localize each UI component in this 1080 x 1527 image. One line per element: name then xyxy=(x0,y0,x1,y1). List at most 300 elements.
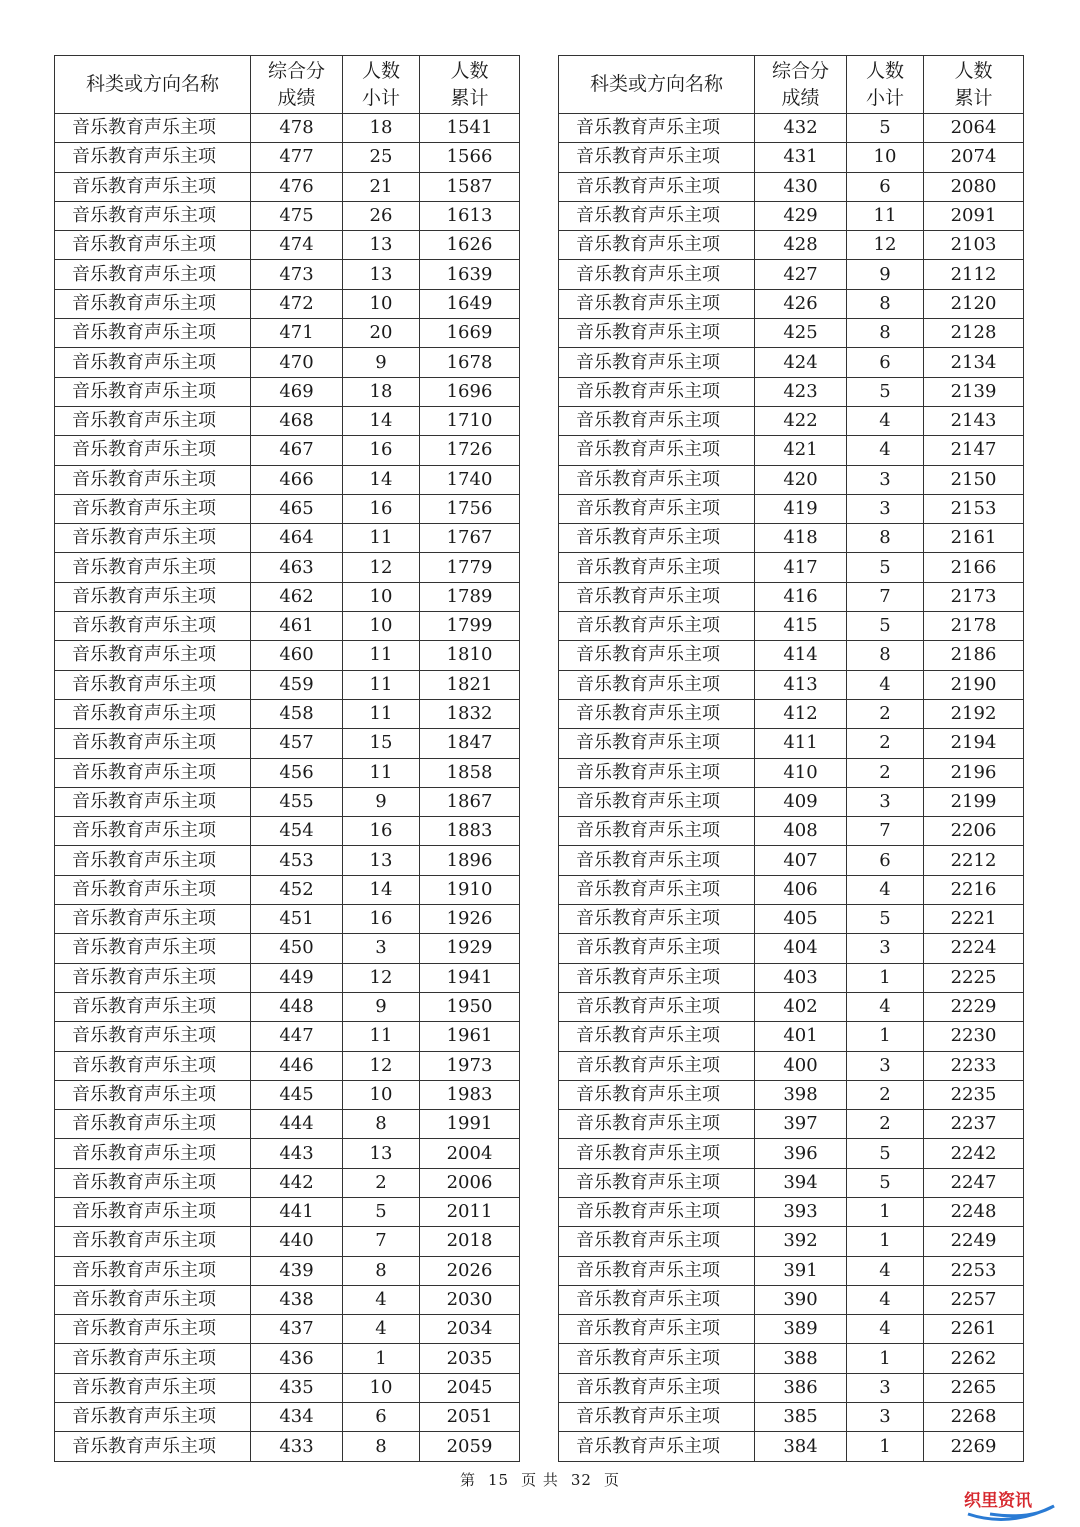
row-name: 音乐教育声乐主项 xyxy=(559,1256,755,1285)
row-count: 3 xyxy=(847,494,924,523)
row-cumulative: 2173 xyxy=(924,582,1024,611)
row-cumulative: 1929 xyxy=(420,934,520,963)
row-count: 6 xyxy=(847,172,924,201)
table-row xyxy=(55,553,520,582)
table-row xyxy=(55,758,520,787)
row-cumulative: 2059 xyxy=(420,1432,520,1461)
row-cumulative: 2262 xyxy=(924,1344,1024,1373)
table-row xyxy=(55,729,520,758)
row-score: 385 xyxy=(755,1403,847,1432)
row-count: 11 xyxy=(343,524,420,553)
row-name: 音乐教育声乐主项 xyxy=(55,201,251,230)
row-cumulative: 1613 xyxy=(420,201,520,230)
row-score: 390 xyxy=(755,1285,847,1314)
row-score: 456 xyxy=(251,758,343,787)
row-name: 音乐教育声乐主项 xyxy=(559,670,755,699)
row-cumulative: 1789 xyxy=(420,582,520,611)
row-cumulative: 1832 xyxy=(420,699,520,728)
row-name: 音乐教育声乐主项 xyxy=(559,699,755,728)
table-row xyxy=(55,963,520,992)
table-row xyxy=(55,992,520,1021)
table-row xyxy=(55,494,520,523)
row-score: 446 xyxy=(251,1051,343,1080)
row-count: 5 xyxy=(847,1168,924,1197)
row-cumulative: 2199 xyxy=(924,787,1024,816)
row-name: 音乐教育声乐主项 xyxy=(559,1344,755,1373)
row-name: 音乐教育声乐主项 xyxy=(55,758,251,787)
row-count: 5 xyxy=(847,905,924,934)
row-count: 5 xyxy=(847,612,924,641)
row-cumulative: 2080 xyxy=(924,172,1024,201)
table-row xyxy=(559,1256,1024,1285)
row-cumulative: 2237 xyxy=(924,1110,1024,1139)
row-count: 11 xyxy=(343,699,420,728)
row-score: 397 xyxy=(755,1110,847,1139)
row-count: 1 xyxy=(847,963,924,992)
row-count: 18 xyxy=(343,377,420,406)
row-cumulative: 2190 xyxy=(924,670,1024,699)
row-count: 12 xyxy=(343,1051,420,1080)
row-score: 420 xyxy=(755,465,847,494)
row-count: 4 xyxy=(847,1285,924,1314)
row-score: 435 xyxy=(251,1373,343,1402)
row-cumulative: 2229 xyxy=(924,992,1024,1021)
row-score: 472 xyxy=(251,289,343,318)
row-count: 11 xyxy=(343,758,420,787)
row-cumulative: 2194 xyxy=(924,729,1024,758)
row-name: 音乐教育声乐主项 xyxy=(55,729,251,758)
row-cumulative: 1541 xyxy=(420,114,520,143)
table-row xyxy=(55,1022,520,1051)
row-count: 6 xyxy=(847,348,924,377)
row-count: 1 xyxy=(847,1022,924,1051)
row-name: 音乐教育声乐主项 xyxy=(55,1285,251,1314)
table-row xyxy=(559,260,1024,289)
row-count: 13 xyxy=(343,260,420,289)
row-count: 14 xyxy=(343,465,420,494)
row-cumulative: 2006 xyxy=(420,1168,520,1197)
row-name: 音乐教育声乐主项 xyxy=(55,612,251,641)
row-name: 音乐教育声乐主项 xyxy=(55,905,251,934)
row-cumulative: 2011 xyxy=(420,1197,520,1226)
table-row xyxy=(55,1197,520,1226)
table-row xyxy=(559,494,1024,523)
row-score: 476 xyxy=(251,172,343,201)
footer-mid: 页 共 xyxy=(521,1471,559,1489)
table-row xyxy=(55,1285,520,1314)
row-count: 4 xyxy=(847,1315,924,1344)
table-row xyxy=(559,582,1024,611)
table-row xyxy=(559,729,1024,758)
table-row xyxy=(55,319,520,348)
row-cumulative: 1639 xyxy=(420,260,520,289)
row-count: 12 xyxy=(343,553,420,582)
row-cumulative: 2139 xyxy=(924,377,1024,406)
row-name: 音乐教育声乐主项 xyxy=(55,172,251,201)
row-count: 25 xyxy=(343,143,420,172)
row-score: 423 xyxy=(755,377,847,406)
row-count: 15 xyxy=(343,729,420,758)
row-cumulative: 2035 xyxy=(420,1344,520,1373)
table-row xyxy=(559,905,1024,934)
row-name: 音乐教育声乐主项 xyxy=(55,524,251,553)
row-score: 437 xyxy=(251,1315,343,1344)
row-name: 音乐教育声乐主项 xyxy=(559,1373,755,1402)
table-row xyxy=(559,1285,1024,1314)
row-cumulative: 1740 xyxy=(420,465,520,494)
row-count: 3 xyxy=(847,787,924,816)
row-name: 音乐教育声乐主项 xyxy=(55,699,251,728)
row-score: 448 xyxy=(251,992,343,1021)
table-row xyxy=(559,201,1024,230)
row-cumulative: 2268 xyxy=(924,1403,1024,1432)
row-cumulative: 1926 xyxy=(420,905,520,934)
row-name: 音乐教育声乐主项 xyxy=(559,1110,755,1139)
row-count: 13 xyxy=(343,846,420,875)
table-row xyxy=(559,1022,1024,1051)
row-cumulative: 2143 xyxy=(924,406,1024,435)
row-cumulative: 2166 xyxy=(924,553,1024,582)
row-score: 404 xyxy=(755,934,847,963)
table-row xyxy=(55,612,520,641)
row-count: 13 xyxy=(343,231,420,260)
row-count: 14 xyxy=(343,875,420,904)
row-score: 460 xyxy=(251,641,343,670)
row-score: 400 xyxy=(755,1051,847,1080)
row-name: 音乐教育声乐主项 xyxy=(559,319,755,348)
row-score: 408 xyxy=(755,817,847,846)
table-row xyxy=(55,1227,520,1256)
row-count: 2 xyxy=(847,729,924,758)
row-score: 473 xyxy=(251,260,343,289)
table-row xyxy=(55,817,520,846)
row-count: 8 xyxy=(847,524,924,553)
row-score: 388 xyxy=(755,1344,847,1373)
watermark-logo xyxy=(960,1484,1060,1524)
row-cumulative: 2265 xyxy=(924,1373,1024,1402)
row-name: 音乐教育声乐主项 xyxy=(559,201,755,230)
table-row xyxy=(55,524,520,553)
row-score: 396 xyxy=(755,1139,847,1168)
row-cumulative: 1896 xyxy=(420,846,520,875)
row-cumulative: 1626 xyxy=(420,231,520,260)
row-cumulative: 2192 xyxy=(924,699,1024,728)
table-row xyxy=(55,201,520,230)
header-name: 科类或方向名称 xyxy=(559,56,755,114)
row-cumulative: 2247 xyxy=(924,1168,1024,1197)
table-row xyxy=(559,143,1024,172)
row-cumulative: 2030 xyxy=(420,1285,520,1314)
row-score: 474 xyxy=(251,231,343,260)
row-count: 5 xyxy=(847,377,924,406)
row-name: 音乐教育声乐主项 xyxy=(55,114,251,143)
row-name: 音乐教育声乐主项 xyxy=(55,934,251,963)
table-row xyxy=(55,406,520,435)
table-row xyxy=(559,1080,1024,1109)
row-score: 468 xyxy=(251,406,343,435)
row-name: 音乐教育声乐主项 xyxy=(55,231,251,260)
row-cumulative: 2153 xyxy=(924,494,1024,523)
table-row xyxy=(559,289,1024,318)
table-row xyxy=(559,524,1024,553)
row-cumulative: 2091 xyxy=(924,201,1024,230)
row-cumulative: 1910 xyxy=(420,875,520,904)
row-score: 398 xyxy=(755,1080,847,1109)
row-name: 音乐教育声乐主项 xyxy=(55,436,251,465)
table-row xyxy=(55,641,520,670)
row-count: 11 xyxy=(343,670,420,699)
row-score: 477 xyxy=(251,143,343,172)
table-row xyxy=(55,1344,520,1373)
table-row xyxy=(55,1168,520,1197)
row-count: 12 xyxy=(343,963,420,992)
row-cumulative: 2074 xyxy=(924,143,1024,172)
table-row xyxy=(559,1227,1024,1256)
row-name: 音乐教育声乐主项 xyxy=(55,1315,251,1344)
row-score: 463 xyxy=(251,553,343,582)
row-name: 音乐教育声乐主项 xyxy=(559,1315,755,1344)
row-name: 音乐教育声乐主项 xyxy=(559,846,755,875)
row-cumulative: 1847 xyxy=(420,729,520,758)
table-row xyxy=(55,1139,520,1168)
row-score: 419 xyxy=(755,494,847,523)
row-count: 4 xyxy=(343,1315,420,1344)
row-name: 音乐教育声乐主项 xyxy=(55,319,251,348)
row-cumulative: 2026 xyxy=(420,1256,520,1285)
row-count: 1 xyxy=(343,1344,420,1373)
row-name: 音乐教育声乐主项 xyxy=(559,1168,755,1197)
row-score: 469 xyxy=(251,377,343,406)
row-name: 音乐教育声乐主项 xyxy=(559,260,755,289)
row-score: 410 xyxy=(755,758,847,787)
row-cumulative: 1710 xyxy=(420,406,520,435)
row-score: 391 xyxy=(755,1256,847,1285)
page-footer xyxy=(0,1469,1080,1490)
row-name: 音乐教育声乐主项 xyxy=(559,494,755,523)
row-score: 407 xyxy=(755,846,847,875)
row-score: 466 xyxy=(251,465,343,494)
row-name: 音乐教育声乐主项 xyxy=(55,846,251,875)
row-count: 5 xyxy=(847,553,924,582)
row-count: 1 xyxy=(847,1344,924,1373)
row-name: 音乐教育声乐主项 xyxy=(559,406,755,435)
row-score: 438 xyxy=(251,1285,343,1314)
table-row xyxy=(559,641,1024,670)
row-name: 音乐教育声乐主项 xyxy=(55,494,251,523)
table-row xyxy=(559,553,1024,582)
row-cumulative: 2261 xyxy=(924,1315,1024,1344)
row-count: 3 xyxy=(847,934,924,963)
row-cumulative: 2212 xyxy=(924,846,1024,875)
row-count: 18 xyxy=(343,114,420,143)
row-name: 音乐教育声乐主项 xyxy=(55,787,251,816)
row-name: 音乐教育声乐主项 xyxy=(559,1022,755,1051)
row-name: 音乐教育声乐主项 xyxy=(55,348,251,377)
row-count: 10 xyxy=(343,1373,420,1402)
row-cumulative: 2034 xyxy=(420,1315,520,1344)
row-cumulative: 2128 xyxy=(924,319,1024,348)
row-score: 425 xyxy=(755,319,847,348)
row-name: 音乐教育声乐主项 xyxy=(559,758,755,787)
row-count: 4 xyxy=(847,670,924,699)
table-row xyxy=(559,1110,1024,1139)
row-score: 440 xyxy=(251,1227,343,1256)
row-count: 13 xyxy=(343,1139,420,1168)
row-name: 音乐教育声乐主项 xyxy=(55,875,251,904)
row-name: 音乐教育声乐主项 xyxy=(55,377,251,406)
table-row xyxy=(559,406,1024,435)
row-name: 音乐教育声乐主项 xyxy=(55,1227,251,1256)
row-cumulative: 1566 xyxy=(420,143,520,172)
table-row xyxy=(55,377,520,406)
row-count: 5 xyxy=(847,114,924,143)
row-score: 455 xyxy=(251,787,343,816)
row-count: 9 xyxy=(847,260,924,289)
row-score: 434 xyxy=(251,1403,343,1432)
row-cumulative: 2233 xyxy=(924,1051,1024,1080)
row-count: 10 xyxy=(343,289,420,318)
row-count: 7 xyxy=(343,1227,420,1256)
row-cumulative: 1941 xyxy=(420,963,520,992)
table-row xyxy=(559,1373,1024,1402)
header-name: 科类或方向名称 xyxy=(55,56,251,114)
row-cumulative: 1821 xyxy=(420,670,520,699)
row-score: 389 xyxy=(755,1315,847,1344)
table-row xyxy=(55,699,520,728)
table-row xyxy=(559,963,1024,992)
row-score: 457 xyxy=(251,729,343,758)
table-row xyxy=(55,846,520,875)
table-row xyxy=(559,758,1024,787)
row-count: 5 xyxy=(343,1197,420,1226)
row-score: 426 xyxy=(755,289,847,318)
row-name: 音乐教育声乐主项 xyxy=(55,143,251,172)
row-cumulative: 2269 xyxy=(924,1432,1024,1461)
table-row xyxy=(559,465,1024,494)
row-name: 音乐教育声乐主项 xyxy=(55,260,251,289)
row-count: 3 xyxy=(343,934,420,963)
row-score: 452 xyxy=(251,875,343,904)
row-score: 433 xyxy=(251,1432,343,1461)
row-score: 451 xyxy=(251,905,343,934)
header-score: 综合分 成绩 xyxy=(755,56,847,114)
row-score: 392 xyxy=(755,1227,847,1256)
row-count: 8 xyxy=(343,1432,420,1461)
row-cumulative: 1779 xyxy=(420,553,520,582)
row-score: 454 xyxy=(251,817,343,846)
row-name: 音乐教育声乐主项 xyxy=(559,1432,755,1461)
row-count: 4 xyxy=(847,875,924,904)
row-cumulative: 2186 xyxy=(924,641,1024,670)
table-row xyxy=(559,934,1024,963)
row-cumulative: 1961 xyxy=(420,1022,520,1051)
table-header-row xyxy=(559,56,1024,114)
row-score: 384 xyxy=(755,1432,847,1461)
score-table-left xyxy=(54,55,520,1462)
row-score: 421 xyxy=(755,436,847,465)
row-name: 音乐教育声乐主项 xyxy=(559,465,755,494)
table-row xyxy=(55,143,520,172)
row-name: 音乐教育声乐主项 xyxy=(55,1373,251,1402)
table-row xyxy=(559,231,1024,260)
row-name: 音乐教育声乐主项 xyxy=(559,524,755,553)
row-count: 2 xyxy=(343,1168,420,1197)
row-name: 音乐教育声乐主项 xyxy=(55,1344,251,1373)
row-cumulative: 1883 xyxy=(420,817,520,846)
row-score: 465 xyxy=(251,494,343,523)
row-cumulative: 1858 xyxy=(420,758,520,787)
row-name: 音乐教育声乐主项 xyxy=(55,1022,251,1051)
table-row xyxy=(559,436,1024,465)
row-score: 401 xyxy=(755,1022,847,1051)
table-row xyxy=(559,319,1024,348)
row-name: 音乐教育声乐主项 xyxy=(55,289,251,318)
row-cumulative: 2045 xyxy=(420,1373,520,1402)
table-row xyxy=(559,1139,1024,1168)
table-row xyxy=(559,699,1024,728)
row-score: 402 xyxy=(755,992,847,1021)
row-count: 4 xyxy=(847,1256,924,1285)
row-name: 音乐教育声乐主项 xyxy=(559,612,755,641)
row-score: 427 xyxy=(755,260,847,289)
table-row xyxy=(559,612,1024,641)
table-row xyxy=(55,231,520,260)
row-cumulative: 2161 xyxy=(924,524,1024,553)
row-name: 音乐教育声乐主项 xyxy=(559,875,755,904)
row-score: 450 xyxy=(251,934,343,963)
row-cumulative: 1983 xyxy=(420,1080,520,1109)
row-score: 449 xyxy=(251,963,343,992)
row-score: 447 xyxy=(251,1022,343,1051)
row-cumulative: 2242 xyxy=(924,1139,1024,1168)
row-score: 443 xyxy=(251,1139,343,1168)
row-score: 445 xyxy=(251,1080,343,1109)
header-count: 人数 小计 xyxy=(343,56,420,114)
table-row xyxy=(55,905,520,934)
row-count: 16 xyxy=(343,494,420,523)
row-name: 音乐教育声乐主项 xyxy=(55,1110,251,1139)
row-count: 2 xyxy=(847,1110,924,1139)
row-count: 20 xyxy=(343,319,420,348)
row-score: 442 xyxy=(251,1168,343,1197)
row-cumulative: 1991 xyxy=(420,1110,520,1139)
table-row xyxy=(55,1315,520,1344)
row-name: 音乐教育声乐主项 xyxy=(55,1403,251,1432)
row-count: 8 xyxy=(343,1256,420,1285)
row-count: 11 xyxy=(343,641,420,670)
header-cumulative: 人数 累计 xyxy=(924,56,1024,114)
table-row xyxy=(55,172,520,201)
row-cumulative: 2018 xyxy=(420,1227,520,1256)
header-score: 综合分 成绩 xyxy=(251,56,343,114)
table-row xyxy=(55,1080,520,1109)
table-row xyxy=(559,348,1024,377)
row-cumulative: 1950 xyxy=(420,992,520,1021)
row-count: 4 xyxy=(343,1285,420,1314)
row-name: 音乐教育声乐主项 xyxy=(55,553,251,582)
row-count: 16 xyxy=(343,817,420,846)
row-score: 428 xyxy=(755,231,847,260)
row-count: 8 xyxy=(847,319,924,348)
table-row xyxy=(559,1344,1024,1373)
row-score: 416 xyxy=(755,582,847,611)
footer-suffix: 页 xyxy=(603,1471,620,1489)
row-cumulative: 1587 xyxy=(420,172,520,201)
table-row xyxy=(559,846,1024,875)
row-cumulative: 2064 xyxy=(924,114,1024,143)
row-count: 2 xyxy=(847,699,924,728)
row-count: 1 xyxy=(847,1227,924,1256)
